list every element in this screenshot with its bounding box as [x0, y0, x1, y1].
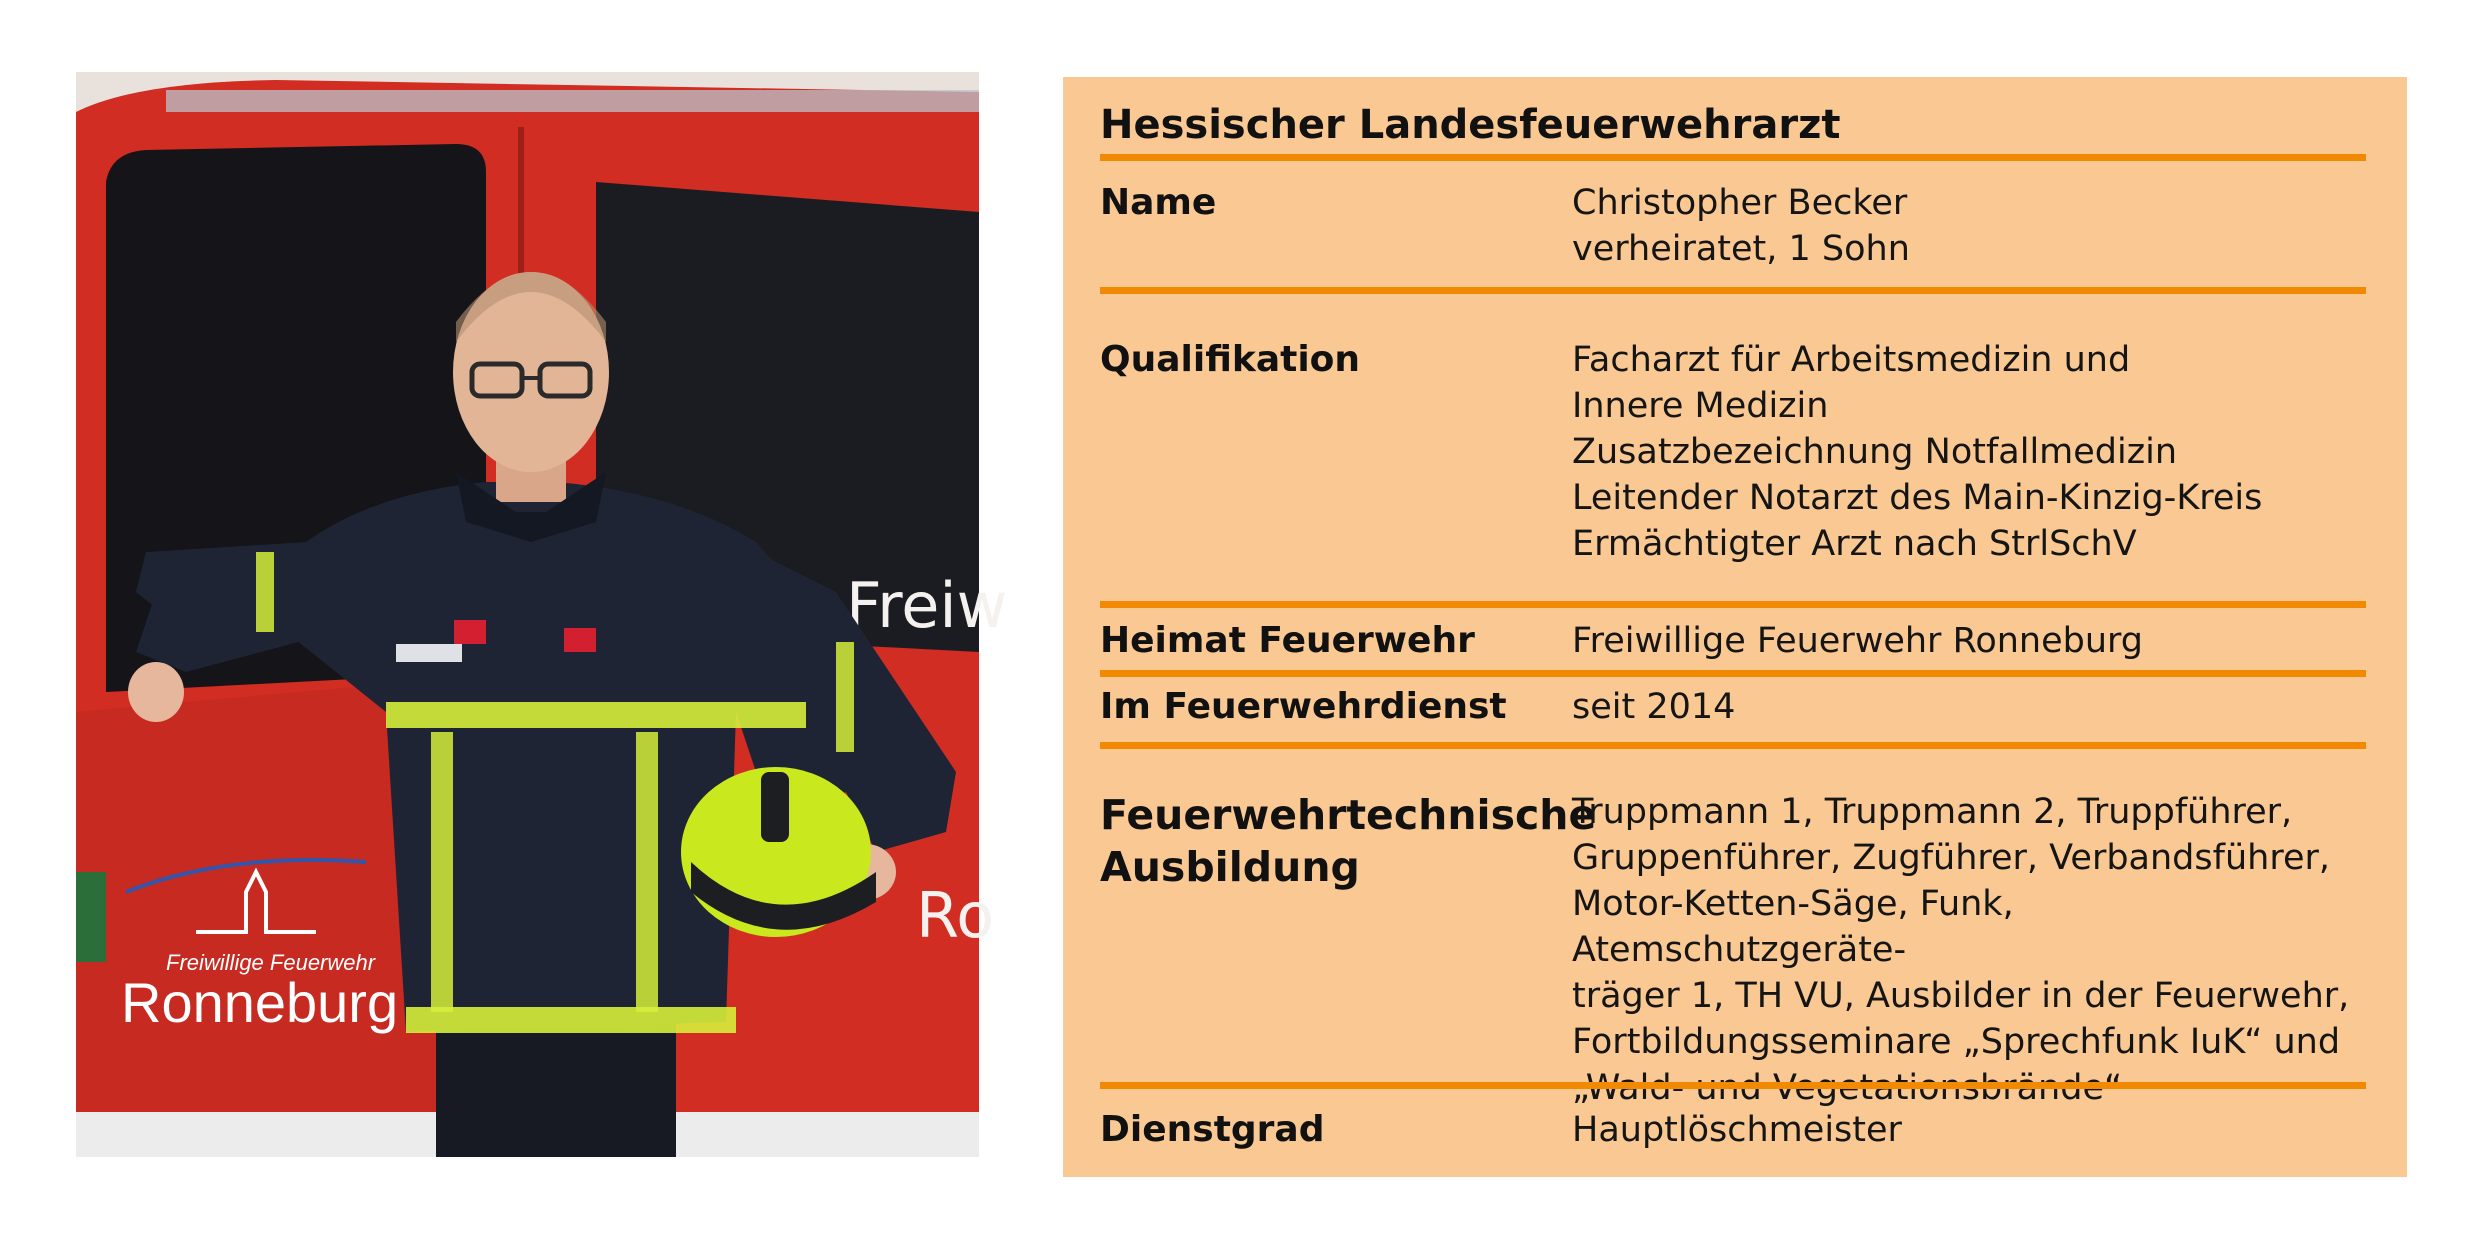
divider: [1100, 1082, 2366, 1089]
logo-big-text: Ronneburg: [121, 971, 399, 1034]
divider: [1100, 601, 2366, 608]
row-value-ausbildung: Truppmann 1, Truppmann 2, Truppführer, Gruppenführer, Zugführer, Verbandsführer, Motor-Ketten-Säge, Funk, Atemschutzgeräte- träger 1, TH VU, Ausbilder in der Feuerwehr, Fortbildungsseminare „Sprechfunk IuK“ und: [1572, 792, 2350, 1062]
row-label-name: Name: [1100, 182, 1217, 223]
van-lettering: Freiw: [846, 569, 1008, 642]
row-label-dienstgrad: Dienstgrad: [1100, 1109, 1325, 1150]
van-lettering-2: Ro: [916, 879, 995, 952]
row-value-name: Christopher Becker verheiratet, 1 Sohn: [1572, 183, 1910, 269]
row-value-heimat-feuerwehr: Freiwillige Feuerwehr Ronneburg: [1572, 621, 2144, 661]
info-card: [1063, 77, 2407, 1177]
row-label-ausbildung: Feuerwehrtechnische Ausbildung: [1100, 791, 1597, 891]
row-label-qualifikation: Qualifikation: [1100, 339, 1361, 380]
row-label-feuerwehrdienst: Im Feuerwehrdienst: [1100, 686, 1507, 727]
divider: [1100, 154, 2366, 161]
row-value-dienstgrad: Hauptlöschmeister: [1572, 1110, 1902, 1150]
row-value-feuerwehrdienst: seit 2014: [1572, 687, 1736, 727]
card-title: Hessischer Landesfeuerwehrarzt: [1100, 102, 1841, 148]
divider: [1100, 670, 2366, 677]
divider: [1100, 287, 2366, 294]
firefighter-photo: [76, 72, 1008, 1157]
row-label-heimat-feuerwehr: Heimat Feuerwehr: [1100, 620, 1475, 661]
row-value-qualifikation: Facharzt für Arbeitsmedizin und Innere Medizin Zusatzbezeichnung Notfallmedizin Leitender Notarzt des Main-Kinzig-Kreis Ermächtigter Arzt nach StrlSchV: [1572, 340, 2263, 564]
divider: [1100, 742, 2366, 749]
logo-small-text: Freiwillige Feuerwehr: [166, 950, 376, 975]
